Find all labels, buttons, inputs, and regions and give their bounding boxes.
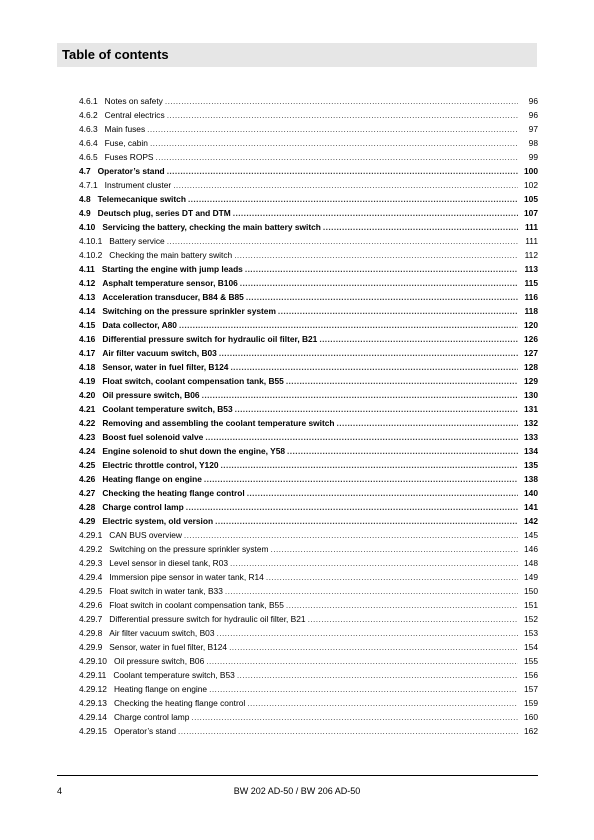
toc-entry[interactable] (79, 696, 538, 710)
toc-entry-page: 149 (524, 572, 538, 582)
toc-leader-dots (266, 570, 518, 584)
toc-entry-number: 4.23 (79, 432, 96, 442)
toc-entry[interactable] (79, 318, 538, 332)
toc-leader-dots (173, 178, 518, 192)
toc-leader-dots (186, 500, 518, 514)
toc-leader-dots (230, 360, 518, 374)
toc-entry-number: 4.26 (79, 474, 96, 484)
toc-entry-number: 4.29.2 (79, 544, 103, 554)
toc-entry-number: 4.29.9 (79, 642, 103, 652)
toc-leader-dots (221, 458, 518, 472)
toc-entry[interactable] (79, 262, 538, 276)
toc-leader-dots (206, 654, 518, 668)
toc-leader-dots (156, 150, 518, 164)
toc-entry-page: 156 (524, 670, 538, 680)
toc-entry-title: Notes on safety (104, 96, 163, 106)
toc-leader-dots (229, 640, 518, 654)
toc-entry-title: Operator’s stand (97, 166, 165, 176)
toc-leader-dots (246, 290, 518, 304)
toc-entry-number: 4.29.6 (79, 600, 103, 610)
toc-entry-number: 4.29.13 (79, 698, 107, 708)
toc-entry-page: 97 (528, 124, 538, 134)
table-of-contents (79, 94, 538, 738)
toc-entry[interactable] (79, 234, 538, 248)
toc-entry-title: Sensor, water in fuel filter, B124 (102, 362, 229, 372)
toc-entry-page: 102 (524, 180, 538, 190)
toc-entry[interactable] (79, 164, 538, 178)
toc-entry-page: 130 (524, 390, 538, 400)
toc-entry-title: Central electrics (104, 110, 165, 120)
toc-leader-dots (319, 332, 518, 346)
toc-entry-title: Oil pressure switch, B06 (102, 390, 200, 400)
footer-model-name: BW 202 AD-50 / BW 206 AD-50 (233, 786, 361, 796)
toc-entry-page: 150 (524, 586, 538, 596)
toc-entry[interactable] (79, 724, 538, 738)
toc-entry-number: 4.29 (79, 516, 96, 526)
toc-entry-number: 4.6.4 (79, 138, 98, 148)
toc-leader-dots (167, 234, 518, 248)
toc-entry-page: 127 (524, 348, 538, 358)
toc-entry-title: Checking the heating flange control (113, 698, 246, 708)
toc-entry[interactable] (79, 612, 538, 626)
toc-entry-title: Electric throttle control, Y120 (102, 460, 219, 470)
toc-entry-title: Electric system, old version (102, 516, 214, 526)
toc-entry[interactable] (79, 444, 538, 458)
toc-entry-page: 105 (524, 194, 538, 204)
toc-entry-title: Differential pressure switch for hydraulic oil filter, B21 (109, 614, 306, 624)
toc-entry-title: Asphalt temperature sensor, B106 (102, 278, 238, 288)
toc-entry-title: Main fuses (104, 124, 146, 134)
toc-entry[interactable] (79, 332, 538, 346)
toc-entry[interactable] (79, 542, 538, 556)
toc-entry[interactable] (79, 668, 538, 682)
toc-leader-dots (278, 304, 518, 318)
toc-entry-page: 133 (524, 432, 538, 442)
toc-entry-page: 118 (524, 306, 538, 316)
toc-entry[interactable] (79, 584, 538, 598)
toc-entry-page: 131 (524, 404, 538, 414)
toc-entry-title: Instrument cluster (104, 180, 172, 190)
toc-leader-dots (184, 528, 518, 542)
toc-entry-page: 138 (524, 474, 538, 484)
toc-entry-title: Switching on the pressure sprinkler system (102, 306, 276, 316)
toc-entry[interactable] (79, 206, 538, 220)
toc-leader-dots (323, 220, 518, 234)
toc-entry[interactable] (79, 360, 538, 374)
toc-entry-title: CAN BUS overview (109, 530, 182, 540)
toc-entry-title: Data collector, A80 (102, 320, 177, 330)
toc-leader-dots (235, 402, 518, 416)
toc-leader-dots (219, 346, 518, 360)
toc-entry-number: 4.27 (79, 488, 96, 498)
toc-entry-page: 145 (524, 530, 538, 540)
toc-entry-title: Boost fuel solenoid valve (102, 432, 204, 442)
toc-entry-number: 4.25 (79, 460, 96, 470)
toc-entry-number: 4.24 (79, 446, 96, 456)
toc-entry-title: Heating flange on engine (102, 474, 202, 484)
toc-leader-dots (191, 710, 518, 724)
toc-entry-page: 152 (524, 614, 538, 624)
toc-entry-number: 4.10.1 (79, 236, 103, 246)
toc-entry[interactable] (79, 136, 538, 150)
toc-entry-number: 4.20 (79, 390, 96, 400)
toc-leader-dots (237, 668, 518, 682)
toc-entry-title: Battery service (109, 236, 165, 246)
toc-entry-page: 115 (524, 278, 538, 288)
toc-entry[interactable] (79, 640, 538, 654)
toc-entry-number: 4.18 (79, 362, 96, 372)
toc-entry-title: Float switch in water tank, B33 (109, 586, 223, 596)
toc-leader-dots (215, 514, 518, 528)
toc-entry-title: Float switch, coolant compensation tank, B55 (102, 376, 284, 386)
toc-header-bar (57, 43, 537, 67)
toc-entry-page: 126 (524, 334, 538, 344)
toc-leader-dots (230, 556, 518, 570)
toc-entry-number: 4.10 (79, 222, 96, 232)
toc-leader-dots (245, 262, 518, 276)
toc-leader-dots (167, 164, 518, 178)
toc-entry-title: Differential pressure switch for hydraulic oil filter, B21 (102, 334, 318, 344)
toc-entry-title: Coolant temperature switch, B53 (102, 404, 233, 414)
toc-entry-title: Immersion pipe sensor in water tank, R14 (109, 572, 264, 582)
footer-page-number: 4 (57, 786, 63, 796)
toc-entry-page: 160 (524, 712, 538, 722)
toc-entry[interactable] (79, 122, 538, 136)
toc-entry[interactable] (79, 150, 538, 164)
toc-entry-page: 135 (524, 460, 538, 470)
toc-leader-dots (337, 416, 518, 430)
toc-entry-page: 120 (524, 320, 538, 330)
toc-leader-dots (209, 682, 518, 696)
toc-entry-page: 111 (525, 236, 538, 246)
toc-entry[interactable] (79, 682, 538, 696)
toc-entry-page: 128 (524, 362, 538, 372)
toc-entry-number: 4.6.2 (79, 110, 98, 120)
toc-entry-number: 4.29.7 (79, 614, 103, 624)
toc-entry-number: 4.21 (79, 404, 96, 414)
toc-entry-title: Fuses ROPS (104, 152, 154, 162)
toc-entry-title: Servicing the battery, checking the main battery switch (102, 222, 321, 232)
toc-entry-title: Fuse, cabin (104, 138, 148, 148)
toc-entry-number: 4.7.1 (79, 180, 98, 190)
toc-entry-title: Level sensor in diesel tank, R03 (109, 558, 229, 568)
toc-entry[interactable] (79, 710, 538, 724)
toc-entry-number: 4.6.3 (79, 124, 98, 134)
toc-leader-dots (202, 388, 518, 402)
toc-entry-number: 4.10.2 (79, 250, 103, 260)
toc-entry-number: 4.29.15 (79, 726, 107, 736)
toc-entry-page: 159 (524, 698, 538, 708)
toc-entry-number: 4.29.11 (79, 670, 107, 680)
toc-entry-number: 4.29.12 (79, 684, 107, 694)
toc-leader-dots (286, 598, 518, 612)
toc-entry[interactable] (79, 486, 538, 500)
toc-leader-dots (240, 276, 518, 290)
toc-leader-dots (167, 108, 518, 122)
toc-entry-number: 4.29.14 (79, 712, 107, 722)
toc-entry[interactable] (79, 430, 538, 444)
toc-leader-dots (287, 444, 518, 458)
toc-entry[interactable] (79, 598, 538, 612)
toc-entry-page: 134 (524, 446, 538, 456)
toc-entry-number: 4.29.4 (79, 572, 103, 582)
toc-leader-dots (147, 122, 518, 136)
toc-entry-page: 148 (524, 558, 538, 568)
toc-entry[interactable] (79, 248, 538, 262)
toc-leader-dots (150, 136, 518, 150)
toc-entry-number: 4.29.5 (79, 586, 103, 596)
toc-leader-dots (308, 612, 518, 626)
toc-entry[interactable] (79, 374, 538, 388)
toc-entry-number: 4.13 (79, 292, 96, 302)
toc-entry-number: 4.12 (79, 278, 96, 288)
toc-entry[interactable] (79, 626, 538, 640)
toc-entry-title: Starting the engine with jump leads (101, 264, 243, 274)
toc-leader-dots (247, 696, 518, 710)
toc-entry[interactable] (79, 528, 538, 542)
toc-entry-title: Engine solenoid to shut down the engine, Y58 (102, 446, 286, 456)
toc-entry[interactable] (79, 654, 538, 668)
toc-entry[interactable] (79, 276, 538, 290)
toc-entry-page: 155 (524, 656, 538, 666)
toc-entry-number: 4.28 (79, 502, 96, 512)
page-title: Table of contents (62, 47, 169, 62)
toc-entry-title: Switching on the pressure sprinkler system (109, 544, 269, 554)
toc-leader-dots (178, 724, 518, 738)
toc-entry-title: Checking the main battery switch (109, 250, 233, 260)
toc-entry-title: Telemecanique switch (97, 194, 186, 204)
toc-entry-page: 98 (528, 138, 538, 148)
toc-entry-title: Heating flange on engine (113, 684, 208, 694)
toc-entry[interactable] (79, 458, 538, 472)
toc-entry-number: 4.6.1 (79, 96, 98, 106)
toc-entry-page: 132 (524, 418, 538, 428)
toc-entry-title: Deutsch plug, series DT and DTM (97, 208, 231, 218)
toc-entry-title: Coolant temperature switch, B53 (113, 670, 235, 680)
toc-entry[interactable] (79, 220, 538, 234)
toc-entry-number: 4.19 (79, 376, 96, 386)
toc-entry[interactable] (79, 290, 538, 304)
toc-leader-dots (225, 584, 518, 598)
toc-entry[interactable] (79, 416, 538, 430)
toc-entry-page: 96 (528, 96, 538, 106)
toc-entry-title: Checking the heating flange control (102, 488, 245, 498)
toc-leader-dots (179, 318, 518, 332)
toc-entry-number: 4.16 (79, 334, 96, 344)
toc-entry-page: 142 (524, 516, 538, 526)
toc-entry[interactable] (79, 178, 538, 192)
toc-entry-page: 157 (524, 684, 538, 694)
toc-entry[interactable] (79, 570, 538, 584)
toc-entry-page: 153 (524, 628, 538, 638)
toc-leader-dots (165, 94, 518, 108)
toc-entry[interactable] (79, 94, 538, 108)
footer-divider (57, 775, 538, 776)
toc-entry[interactable] (79, 304, 538, 318)
toc-entry-number: 4.15 (79, 320, 96, 330)
toc-entry-page: 140 (524, 488, 538, 498)
toc-entry-title: Oil pressure switch, B06 (113, 656, 205, 666)
toc-entry[interactable] (79, 192, 538, 206)
toc-leader-dots (216, 626, 518, 640)
toc-entry-number: 4.8 (79, 194, 91, 204)
toc-entry-page: 141 (524, 502, 538, 512)
toc-entry-page: 151 (524, 600, 538, 610)
toc-entry-page: 113 (524, 264, 538, 274)
toc-entry[interactable] (79, 514, 538, 528)
toc-entry-number: 4.29.3 (79, 558, 103, 568)
toc-leader-dots (204, 472, 518, 486)
toc-entry-number: 4.9 (79, 208, 91, 218)
toc-leader-dots (205, 430, 518, 444)
toc-entry-title: Air filter vacuum switch, B03 (102, 348, 217, 358)
toc-entry-number: 4.29.1 (79, 530, 103, 540)
toc-entry-number: 4.17 (79, 348, 96, 358)
toc-entry-page: 116 (524, 292, 538, 302)
toc-entry-page: 107 (524, 208, 538, 218)
toc-leader-dots (233, 206, 518, 220)
toc-entry[interactable] (79, 108, 538, 122)
toc-leader-dots (247, 486, 518, 500)
toc-entry[interactable] (79, 472, 538, 486)
toc-entry-page: 112 (524, 250, 538, 260)
toc-entry-title: Float switch in coolant compensation tank, B55 (109, 600, 284, 610)
toc-entry-page: 146 (524, 544, 538, 554)
toc-entry-page: 111 (524, 222, 538, 232)
toc-entry-title: Charge control lamp (102, 502, 184, 512)
toc-entry-title: Sensor, water in fuel filter, B124 (109, 642, 228, 652)
toc-entry-number: 4.7 (79, 166, 91, 176)
toc-leader-dots (234, 248, 518, 262)
toc-entry[interactable] (79, 346, 538, 360)
toc-entry-page: 162 (524, 726, 538, 736)
toc-entry[interactable] (79, 556, 538, 570)
toc-entry-title: Acceleration transducer, B84 & B85 (102, 292, 244, 302)
toc-entry-page: 96 (528, 110, 538, 120)
toc-entry-page: 99 (528, 152, 538, 162)
toc-entry-page: 154 (524, 642, 538, 652)
toc-leader-dots (271, 542, 519, 556)
toc-entry-number: 4.11 (79, 264, 95, 274)
toc-leader-dots (286, 374, 518, 388)
toc-entry-number: 4.22 (79, 418, 96, 428)
toc-entry-number: 4.6.5 (79, 152, 98, 162)
toc-entry-title: Operator’s stand (113, 726, 177, 736)
toc-entry-title: Charge control lamp (113, 712, 190, 722)
toc-entry-title: Air filter vacuum switch, B03 (109, 628, 215, 638)
toc-entry-number: 4.29.10 (79, 656, 107, 666)
toc-entry-number: 4.29.8 (79, 628, 103, 638)
toc-entry-page: 100 (524, 166, 538, 176)
toc-entry[interactable] (79, 402, 538, 416)
toc-leader-dots (188, 192, 518, 206)
toc-entry[interactable] (79, 388, 538, 402)
toc-entry-number: 4.14 (79, 306, 96, 316)
toc-entry-page: 129 (524, 376, 538, 386)
toc-entry-title: Removing and assembling the coolant temperature switch (102, 418, 335, 428)
toc-entry[interactable] (79, 500, 538, 514)
